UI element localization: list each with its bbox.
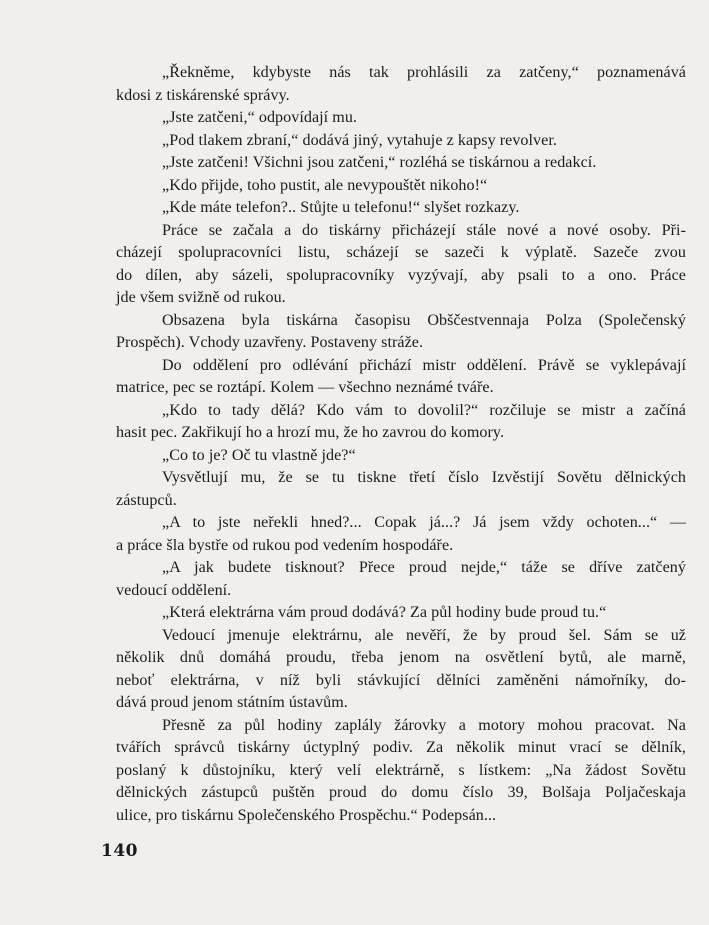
paragraph [116, 107, 686, 130]
paragraph [116, 152, 686, 175]
paragraph [116, 512, 686, 557]
text-line: do dílen, aby sázeli, spolupracovníky vyzývají, aby psali to a ono. Práce [116, 266, 686, 284]
text-line: „A jak budete tisknout? Přece proud nejde,“ táže se dříve zatčený [162, 559, 686, 576]
paragraph [116, 400, 686, 445]
text-line: cházejí spolupracovníci listu, scházejí se sazeči k výplatě. Sazeče zvou [116, 244, 686, 261]
paragraph [116, 197, 686, 220]
text-line: dělnických zástupců puštěn proud do domu číslo 39, Bolšaja Poljačeskaja [116, 784, 686, 801]
text-line: a práce šla bystře od rukou pod vedením hospodáře. [116, 536, 454, 554]
paragraph [116, 310, 686, 355]
paragraph [116, 445, 686, 468]
page-body [116, 62, 686, 827]
text-line: vedoucí oddělení. [116, 581, 232, 599]
text-line: Přesně za půl hodiny zaplály žárovky a motory mohou pracovat. Na [162, 716, 686, 734]
text-line: Obsazena byla tiskárna časopisu Obščestvennaja Polza (Společenský [162, 311, 686, 329]
text-line: jde všem svižně od rukou. [116, 289, 286, 306]
paragraph [116, 130, 686, 153]
text-line: „Co to je? Oč tu vlastně jde?“ [162, 446, 356, 464]
text-line: Vysvětlují mu, že se tu tiskne třetí číslo Izvěstijí Sovětu dělnických [162, 469, 686, 486]
text-line: „Řekněme, kdybyste nás tak prohlásili za zatčeny,“ poznamenává [162, 64, 686, 81]
text-line: poslaný k důstojníku, který velí elektrárně, s lístkem: „Na žádost Sovětu [116, 761, 686, 779]
text-line: kdosi z tiskárenské správy. [116, 86, 290, 104]
paragraph [116, 355, 686, 400]
paragraph [116, 62, 686, 107]
text-line: neboť elektrárna, v níž byli stávkující dělníci zaměněni námořníky, do- [116, 671, 686, 689]
text-line: „Pod tlakem zbraní,“ dodává jiný, vytahuje z kapsy revolver. [162, 131, 557, 149]
text-line: „A to jste neřekli hned?... Copak já...? Já jsem vždy ochoten...“ — [162, 514, 686, 531]
text-line: „Jste zatčeni,“ odpovídají mu. [162, 109, 358, 126]
page-number: 140 [101, 841, 138, 861]
text-line: ulice, pro tiskárnu Společenského Prospěchu.“ Podepsán... [116, 806, 497, 824]
text-line: Práce se začala a do tiskárny přicházejí stále nové a nové osoby. Při- [162, 221, 686, 239]
text-line: „Kdo to tady dělá? Kdo vám to dovolil?“ rozčiluje se mistr a začíná [162, 401, 686, 419]
text-line: hasit pec. Zakřikují ho a hrozí mu, že ho zavrou do komory. [116, 424, 505, 441]
text-line: „Kde máte telefon?.. Stůjte u telefonu!“ slyšet rozkazy. [162, 199, 520, 216]
text-line: několik dnů domáhá proudu, třeba jenom na osvětlení bytů, ale marně, [116, 649, 686, 666]
text-line: matrice, pec se roztápí. Kolem — všechno neznámé tváře. [116, 379, 494, 396]
paragraph [116, 625, 686, 715]
paragraph [116, 467, 686, 512]
text-line: „Která elektrárna vám proud dodává? Za půl hodiny bude proud tu.“ [162, 604, 607, 621]
paragraph [116, 602, 686, 625]
paragraph [116, 557, 686, 602]
text-line: zástupců. [116, 491, 177, 509]
text-line: tvářích správců tiskárny úctyplný podiv. Za několik minut vrací se dělník, [116, 739, 686, 756]
paragraph [116, 175, 686, 198]
paragraph [116, 715, 686, 828]
text-line: dává proud jenom státním ústavům. [116, 694, 348, 711]
text-line: Do oddělení pro odlévání přichází mistr oddělení. Právě se vyklepávají [162, 356, 686, 374]
text-line: Prospěch). Vchody uzavřeny. Postaveny stráže. [116, 334, 424, 351]
text-line: „Jste zatčeni! Všichni jsou zatčeni,“ rozléhá se tiskárnou a redakcí. [162, 154, 597, 171]
paragraph [116, 220, 686, 310]
text-line: „Kdo přijde, toho pustit, ale nevypouštět nikoho!“ [162, 176, 488, 194]
text-line: Vedoucí jmenuje elektrárnu, ale nevěří, že by proud šel. Sám se už [162, 626, 686, 644]
